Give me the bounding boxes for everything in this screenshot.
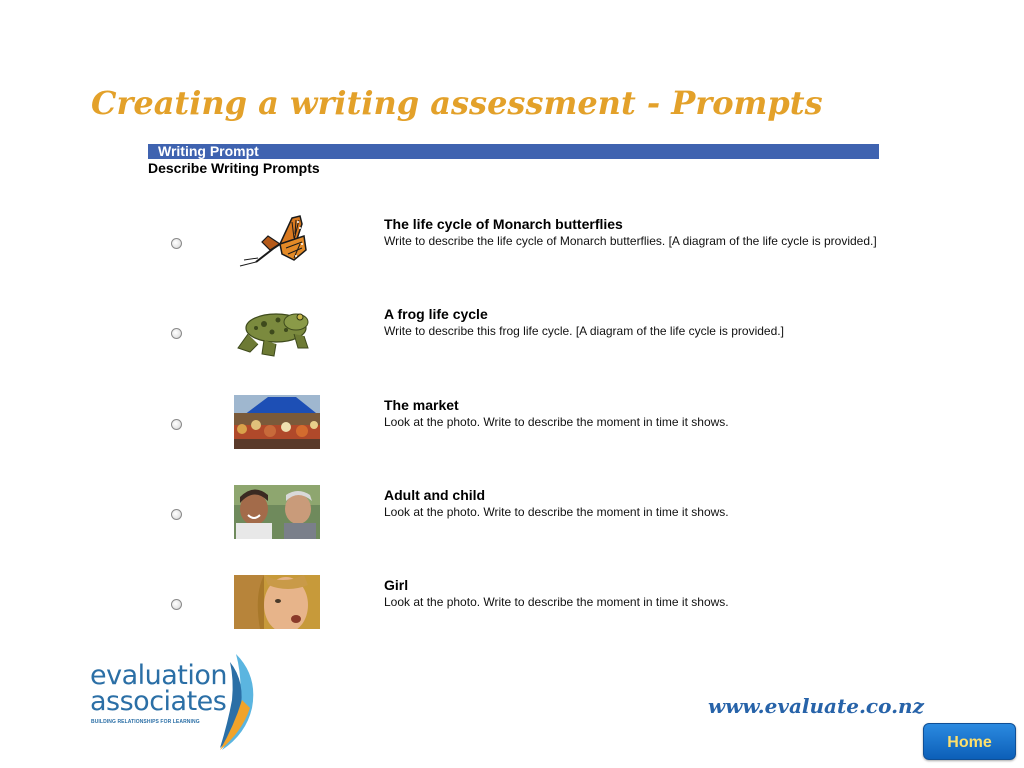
prompt-description: Look at the photo. Write to describe the moment in time it shows. — [384, 415, 729, 429]
panel-subheader: Describe Writing Prompts — [148, 160, 320, 176]
prompt-radio-button[interactable] — [171, 509, 182, 520]
evaluation-associates-logo — [88, 652, 288, 752]
prompt-title: The life cycle of Monarch butterflies — [384, 216, 623, 232]
logo-text-line2: associates — [90, 686, 227, 717]
girl-photo — [234, 575, 320, 629]
prompt-radio-button[interactable] — [171, 238, 182, 249]
feather-icon — [216, 652, 266, 752]
website-url[interactable]: www.evaluate.co.nz — [708, 694, 924, 718]
prompt-radio-button[interactable] — [171, 328, 182, 339]
prompt-row — [148, 575, 908, 635]
prompt-row — [148, 485, 908, 545]
prompt-row — [148, 304, 908, 364]
prompt-description: Write to describe this frog life cycle. [A diagram of the life cycle is provided.] — [384, 324, 784, 338]
home-button[interactable]: Home — [923, 723, 1016, 760]
adult-and-child-photo — [234, 485, 320, 539]
prompt-description: Look at the photo. Write to describe the moment in time it shows. — [384, 595, 729, 609]
logo-text-line1: evaluation — [90, 660, 228, 691]
prompt-radio-button[interactable] — [171, 419, 182, 430]
prompt-title: Adult and child — [384, 487, 486, 503]
prompt-row — [148, 395, 908, 455]
prompt-description: Look at the photo. Write to describe the moment in time it shows. — [384, 505, 729, 519]
slide-title: Creating a writing assessment - Prompts — [91, 84, 823, 122]
prompt-title: A frog life cycle — [384, 306, 488, 322]
prompt-title: Girl — [384, 577, 409, 593]
prompt-description: Write to describe the life cycle of Monarch butterflies. [A diagram of the life cycle is provided.] — [384, 234, 877, 248]
prompt-title: The market — [384, 397, 459, 413]
prompt-radio-button[interactable] — [171, 599, 182, 610]
frog-image — [234, 304, 320, 358]
logo-tagline: BUILDING RELATIONSHIPS FOR LEARNING — [91, 719, 200, 725]
panel-header: Writing Prompt — [148, 144, 879, 159]
prompt-row — [148, 214, 908, 274]
writing-prompt-panel — [148, 144, 879, 176]
market-photo — [234, 395, 320, 449]
monarch-butterfly-image — [234, 214, 320, 268]
